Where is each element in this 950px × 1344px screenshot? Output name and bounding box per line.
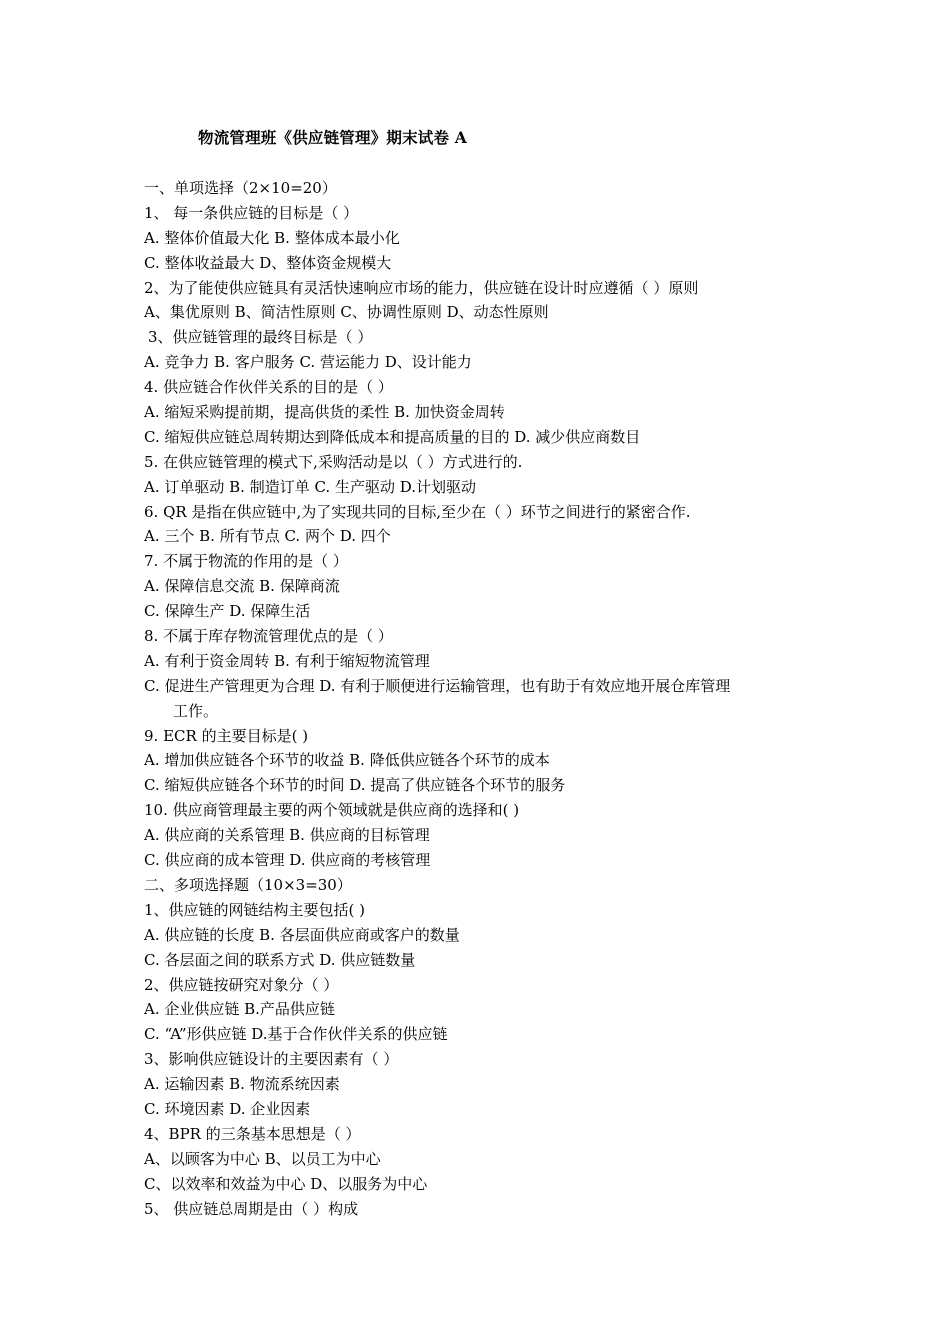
page-title: 物流管理班《供应链管理》期末试卷 A <box>198 128 468 147</box>
option-line-continuation: 工作。 <box>173 701 219 720</box>
section-heading: 一、单项选择（2×10=20） <box>144 179 337 197</box>
question-line: 10. 供应商管理最主要的两个领域就是供应商的选择和( ) <box>144 801 520 820</box>
option-line: C. 促进生产管理更为合理 D. 有利于顺便进行运输管理，也有助于有效应地开展仓库管理 <box>144 676 731 695</box>
option-line: C. 供应商的成本管理 D. 供应商的考核管理 <box>144 851 431 870</box>
option-line: A. 供应商的关系管理 B. 供应商的目标管理 <box>144 826 430 845</box>
question-line: 5. 在供应链管理的模式下,采购活动是以（ ）方式进行的. <box>144 452 523 471</box>
question-line: 2、为了能使供应链具有灵活快速响应市场的能力，供应链在设计时应遵循（ ）原则 <box>144 278 699 297</box>
option-line: A. 订单驱动 B. 制造订单 C. 生产驱动 D.计划驱动 <box>144 477 476 496</box>
option-line: A. 三个 B. 所有节点 C. 两个 D. 四个 <box>144 527 391 546</box>
question-line: 3、供应链管理的最终目标是（ ） <box>148 328 373 347</box>
question-line: 5、 供应链总周期是由（ ）构成 <box>144 1199 359 1218</box>
option-line: A. 企业供应链 B.产品供应链 <box>144 1000 335 1019</box>
option-line: A. 缩短采购提前期，提高供货的柔性 B. 加快资金周转 <box>144 403 505 422</box>
question-line: 4. 供应链合作伙伴关系的目的是（ ） <box>144 378 393 397</box>
option-line: A. 供应链的长度 B. 各层面供应商或客户的数量 <box>144 925 460 944</box>
question-line: 6. QR 是指在供应链中,为了实现共同的目标,至少在（ ）环节之间进行的紧密合作. <box>144 502 691 521</box>
question-line: 1、 每一条供应链的目标是（ ） <box>144 203 359 222</box>
section-heading: 二、多项选择题（10×3=30） <box>144 875 352 894</box>
option-line: A. 运输因素 B. 物流系统因素 <box>144 1075 340 1094</box>
question-line: 9. ECR 的主要目标是( ) <box>144 726 309 745</box>
question-line: 2、供应链按研究对象分（ ） <box>144 975 339 994</box>
option-line: C. 整体收益最大 D、整体资金规模大 <box>144 253 392 272</box>
option-line: C. 缩短供应链各个环节的时间 D. 提高了供应链各个环节的服务 <box>144 776 566 795</box>
option-line: A、集优原则 B、简洁性原则 C、协调性原则 D、动态性原则 <box>144 303 549 322</box>
option-line: C. 保障生产 D. 保障生活 <box>144 602 311 621</box>
option-line: C、以效率和效益为中心 D、以服务为中心 <box>144 1174 428 1193</box>
question-line: 4、BPR 的三条基本思想是（ ） <box>144 1124 361 1143</box>
option-line: C. “A”形供应链 D.基于合作伙伴关系的供应链 <box>144 1025 448 1044</box>
option-line: C. 缩短供应链总周转期达到降低成本和提高质量的目的 D. 减少供应商数目 <box>144 427 641 446</box>
question-line: 7. 不属于物流的作用的是（ ） <box>144 552 348 571</box>
question-line: 1、供应链的网链结构主要包括( ) <box>144 900 366 919</box>
option-line: A. 保障信息交流 B. 保障商流 <box>144 577 340 596</box>
option-line: A. 竞争力 B. 客户服务 C. 营运能力 D、设计能力 <box>144 353 472 372</box>
option-line: A、以顾客为中心 B、以员工为中心 <box>144 1149 381 1168</box>
option-line: C. 各层面之间的联系方式 D. 供应链数量 <box>144 950 416 969</box>
option-line: A. 整体价值最大化 B. 整体成本最小化 <box>144 228 400 247</box>
option-line: C. 环境因素 D. 企业因素 <box>144 1099 311 1118</box>
option-line: A. 增加供应链各个环节的收益 B. 降低供应链各个环节的成本 <box>144 751 550 770</box>
question-line: 3、影响供应链设计的主要因素有（ ） <box>144 1050 399 1069</box>
exam-content <box>144 176 824 1221</box>
option-line: A. 有利于资金周转 B. 有利于缩短物流管理 <box>144 651 430 670</box>
question-line: 8. 不属于库存物流管理优点的是（ ） <box>144 627 393 646</box>
